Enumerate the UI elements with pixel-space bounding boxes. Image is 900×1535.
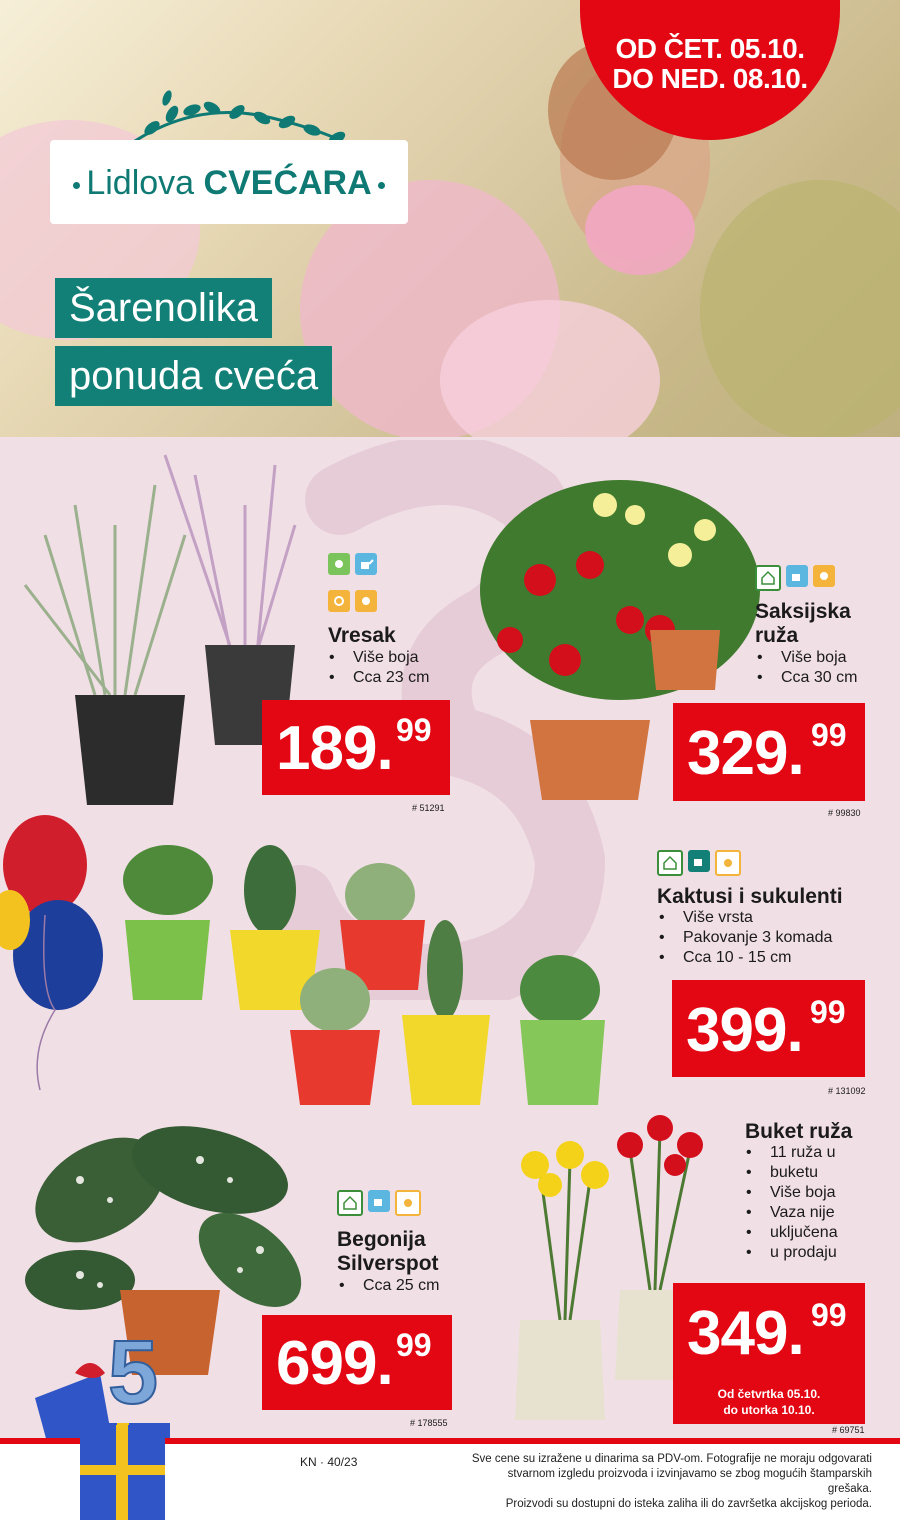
product-name: Vresak	[328, 624, 396, 647]
product-name-line2: Silverspot	[337, 1252, 439, 1275]
headline-line-2: ponuda cveća	[55, 346, 332, 406]
product-sku: # 99830	[828, 808, 861, 818]
bullet: • Cca 30 cm	[755, 668, 857, 688]
price-decimals: 99	[811, 1297, 847, 1333]
product-bullets	[744, 1143, 838, 1263]
care-icons	[657, 850, 741, 876]
logo-word-normal: Lidlova	[86, 164, 195, 202]
validity-line1: Od četvrtka 05.10.	[717, 1387, 821, 1401]
bullet: • Cca 10 - 15 cm	[657, 948, 832, 968]
product-name: Kaktusi i sukulenti	[657, 885, 843, 908]
bullet: • Više boja	[744, 1183, 838, 1203]
svg-text:5: 5	[108, 1328, 159, 1423]
price-main: 329.	[687, 719, 804, 788]
logo-dot-left	[73, 182, 80, 189]
disclaimer-line2: stvarnom izgledu proizvoda i izvinjavamo se zbog mogućih štamparskih grešaka.	[507, 1468, 872, 1495]
product-name-line1: Saksijska	[755, 600, 851, 623]
disclaimer-line3: Proizvodi su dostupni do isteka zaliha ili do završetka akcijskog perioda.	[505, 1498, 872, 1510]
logo-word-bold: CVEĆARA	[203, 164, 372, 202]
house-icon	[755, 565, 781, 591]
catalog-code: KN · 40/23	[300, 1455, 358, 1469]
bullet: • Više vrsta	[657, 908, 832, 928]
bullet: • Više boja	[327, 648, 429, 668]
care-icons-row2	[328, 590, 377, 612]
bullet: • Pakovanje 3 komada	[657, 928, 832, 948]
product-sku: # 178555	[410, 1418, 448, 1428]
foliage-right	[700, 180, 900, 437]
price-decimals: 99	[811, 717, 847, 753]
watering-can-icon	[368, 1190, 390, 1212]
bullet-continuation	[744, 1243, 838, 1263]
watering-can-icon	[355, 553, 377, 575]
house-icon	[337, 1190, 363, 1216]
price-decimals: 99	[810, 994, 846, 1030]
date-line-1: OD ČET. 05.10.	[615, 33, 805, 64]
price-tag	[262, 1315, 452, 1410]
sun-icon	[715, 850, 741, 876]
disclaimer-line1: Sve cene su izražene u dinarima sa PDV-om. Fotografije ne moraju odgovarati	[471, 1453, 872, 1465]
product-sku: # 69751	[832, 1425, 865, 1435]
product-bullets	[755, 648, 857, 688]
validity-line2: do utorka 10.10.	[723, 1403, 815, 1417]
bullet-continuation-text: u prodaju	[770, 1244, 837, 1261]
hero-banner	[0, 0, 900, 437]
house-icon	[657, 850, 683, 876]
product-sku: # 131092	[828, 1086, 866, 1096]
sun-icon	[395, 1190, 421, 1216]
partial-sun-icon	[328, 590, 350, 612]
gift-box-icon	[70, 1385, 180, 1530]
bullet-continuation	[744, 1223, 838, 1243]
product-bullets	[327, 648, 429, 688]
headline-line-1: Šarenolika	[55, 278, 272, 338]
bullet: • Cca 23 cm	[327, 668, 429, 688]
watering-can-icon	[688, 850, 710, 872]
price-decimals: 99	[396, 712, 432, 748]
bullet: • 11 ruža u	[744, 1143, 838, 1163]
price-main: 349.	[687, 1299, 804, 1368]
disclaimer	[470, 1452, 872, 1512]
care-icons	[337, 1190, 421, 1216]
product-bullets	[337, 1276, 439, 1296]
price-main: 189.	[276, 714, 393, 783]
product-name-line1: Begonija	[337, 1228, 426, 1251]
product-name-line2: ruža	[755, 624, 799, 647]
bullet-continuation-text: uključena	[770, 1224, 838, 1241]
plant-sun-icon	[328, 553, 350, 575]
bullet: • Više boja	[755, 648, 857, 668]
balloon-icon	[0, 810, 110, 1100]
date-line-2: DO NED. 08.10.	[612, 63, 808, 94]
product-name: Buket ruža	[745, 1120, 853, 1143]
product-bullets	[657, 908, 832, 968]
rose-bunch	[585, 185, 695, 275]
price-tag	[262, 700, 450, 795]
price-decimals: 99	[396, 1327, 432, 1363]
price-tag	[673, 1283, 865, 1383]
sun-icon	[355, 590, 377, 612]
bullet-continuation	[744, 1163, 838, 1183]
logo-dot-right	[378, 182, 385, 189]
lidl-cvecara-logo	[50, 140, 408, 224]
date-text	[600, 34, 820, 94]
product-name	[755, 600, 851, 648]
watering-can-icon	[786, 565, 808, 587]
care-icons-row1	[328, 553, 377, 575]
care-icons	[755, 565, 835, 591]
sun-icon	[813, 565, 835, 587]
bullet-continuation-text: buketu	[770, 1164, 819, 1181]
validity-band	[673, 1383, 865, 1424]
product-sku: # 51291	[412, 803, 445, 813]
price-tag	[672, 980, 865, 1077]
product-name	[337, 1228, 439, 1276]
bullet: • Vaza nije	[744, 1203, 838, 1223]
price-tag	[673, 703, 865, 801]
cactus-pots-image	[120, 840, 620, 1110]
price-main: 699.	[276, 1329, 393, 1398]
bullet: • Cca 25 cm	[337, 1276, 439, 1296]
price-main: 399.	[686, 996, 803, 1065]
